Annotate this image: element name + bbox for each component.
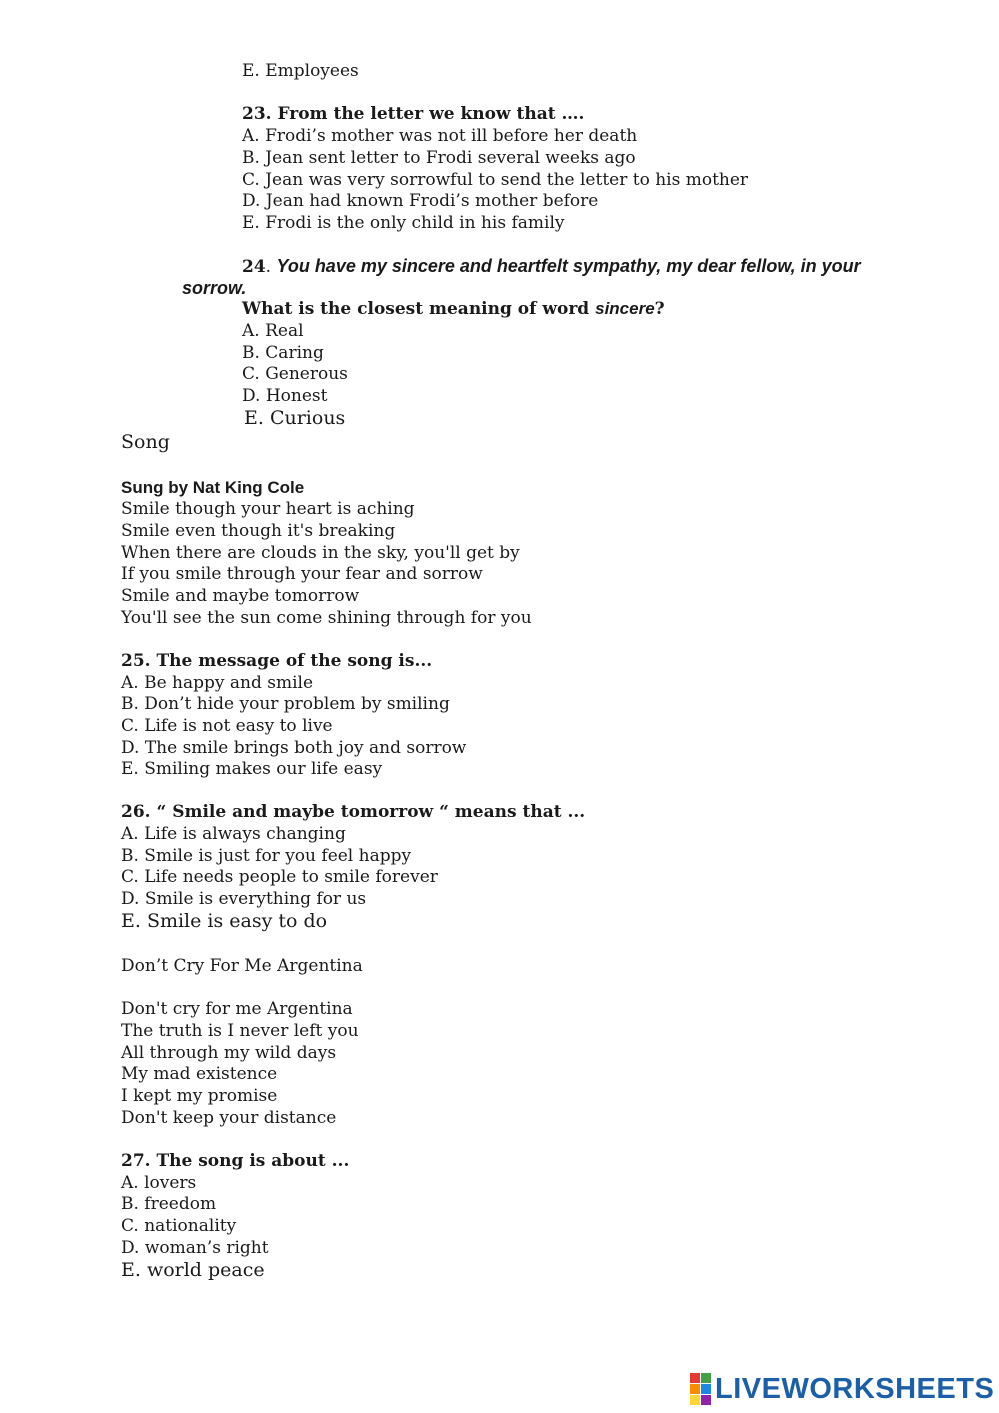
q24-number: 24	[242, 257, 266, 277]
q23-option-b: B. Jean sent letter to Frodi several weeks ago	[242, 148, 636, 168]
song1-lyric: You'll see the sun come shining through for you	[121, 608, 532, 628]
liveworksheets-logo[interactable]	[690, 1372, 994, 1406]
q23-option-e: E. Frodi is the only child in his family	[242, 213, 565, 233]
q27-option-d: D. woman’s right	[121, 1238, 269, 1258]
q24-option-a: A. Real	[242, 321, 304, 341]
song2-lyric: All through my wild days	[121, 1043, 337, 1063]
q25-question: 25. The message of the song is...	[121, 651, 433, 671]
song1-lyric: When there are clouds in the sky, you'll get by	[121, 543, 520, 563]
song2-lyric: Don't keep your distance	[121, 1108, 337, 1128]
song2-lyric: My mad existence	[121, 1064, 278, 1084]
logo-square-icon	[690, 1373, 700, 1383]
song-label: Song	[121, 431, 170, 453]
q25-option-b: B. Don’t hide your problem by smiling	[121, 694, 450, 714]
q25-option-c: C. Life is not easy to live	[121, 716, 333, 736]
song2-lyric: Don't cry for me Argentina	[121, 999, 353, 1019]
q23-option-d: D. Jean had known Frodi’s mother before	[242, 191, 599, 211]
q27-option-c: C. nationality	[121, 1216, 237, 1236]
liveworksheets-logo-text: LIVEWORKSHEETS	[715, 1372, 995, 1405]
q24-question	[242, 298, 665, 320]
logo-square-icon	[701, 1373, 711, 1383]
q24-question-prefix: What is the closest meaning of word	[242, 299, 596, 319]
logo-square-icon	[701, 1384, 711, 1394]
q24-quote: 24. You have my sincere and heartfelt sympathy, my dear fellow, in your	[242, 256, 861, 277]
q26-option-d: D. Smile is everything for us	[121, 889, 367, 909]
q25-option-e: E. Smiling makes our life easy	[121, 759, 383, 779]
song2-lyric: The truth is I never left you	[121, 1021, 359, 1041]
song1-lyric: Smile though your heart is aching	[121, 499, 415, 519]
song2-title: Don’t Cry For Me Argentina	[121, 956, 363, 976]
q25-option-d: D. The smile brings both joy and sorrow	[121, 738, 467, 758]
q26-option-c: C. Life needs people to smile forever	[121, 867, 438, 887]
q25-option-a: A. Be happy and smile	[121, 673, 314, 693]
q23-option-c: C. Jean was very sorrowful to send the letter to his mother	[242, 170, 749, 190]
song1-lyric: If you smile through your fear and sorrow	[121, 564, 483, 584]
song1-heading: Sung by Nat King Cole	[121, 478, 305, 497]
q26-option-e: E. Smile is easy to do	[121, 910, 328, 932]
q24-question-suffix: ?	[654, 299, 665, 319]
liveworksheets-logo-icon	[690, 1373, 711, 1405]
q22-option-e: E. Employees	[242, 61, 359, 81]
q24-question-word: sincere	[595, 299, 655, 318]
q27-option-b: B. freedom	[121, 1194, 217, 1214]
q24-quote-line2: sorrow.	[182, 278, 247, 298]
q27-question: 27. The song is about ...	[121, 1151, 350, 1171]
q27-option-a: A. lovers	[121, 1173, 197, 1193]
logo-square-icon	[690, 1384, 700, 1394]
q23-option-a: A. Frodi’s mother was not ill before her death	[242, 126, 638, 146]
q26-option-a: A. Life is always changing	[121, 824, 346, 844]
logo-square-icon	[690, 1395, 700, 1405]
q24-option-d: D. Honest	[242, 386, 328, 406]
q23-question: 23. From the letter we know that ….	[242, 104, 585, 124]
q24-option-b: B. Caring	[242, 343, 324, 363]
q24-quote-line1: You have my sincere and heartfelt sympathy, my dear fellow, in your	[276, 256, 861, 276]
song1-lyric: Smile and maybe tomorrow	[121, 586, 360, 606]
song1-lyric: Smile even though it's breaking	[121, 521, 396, 541]
song2-lyric: I kept my promise	[121, 1086, 278, 1106]
q26-option-b: B. Smile is just for you feel happy	[121, 846, 412, 866]
q27-option-e: E. world peace	[121, 1259, 265, 1281]
q24-option-e: E. Curious	[244, 407, 346, 429]
q24-option-c: C. Generous	[242, 364, 348, 384]
q26-question: 26. “ Smile and maybe tomorrow “ means that ...	[121, 802, 586, 822]
logo-square-icon	[701, 1395, 711, 1405]
